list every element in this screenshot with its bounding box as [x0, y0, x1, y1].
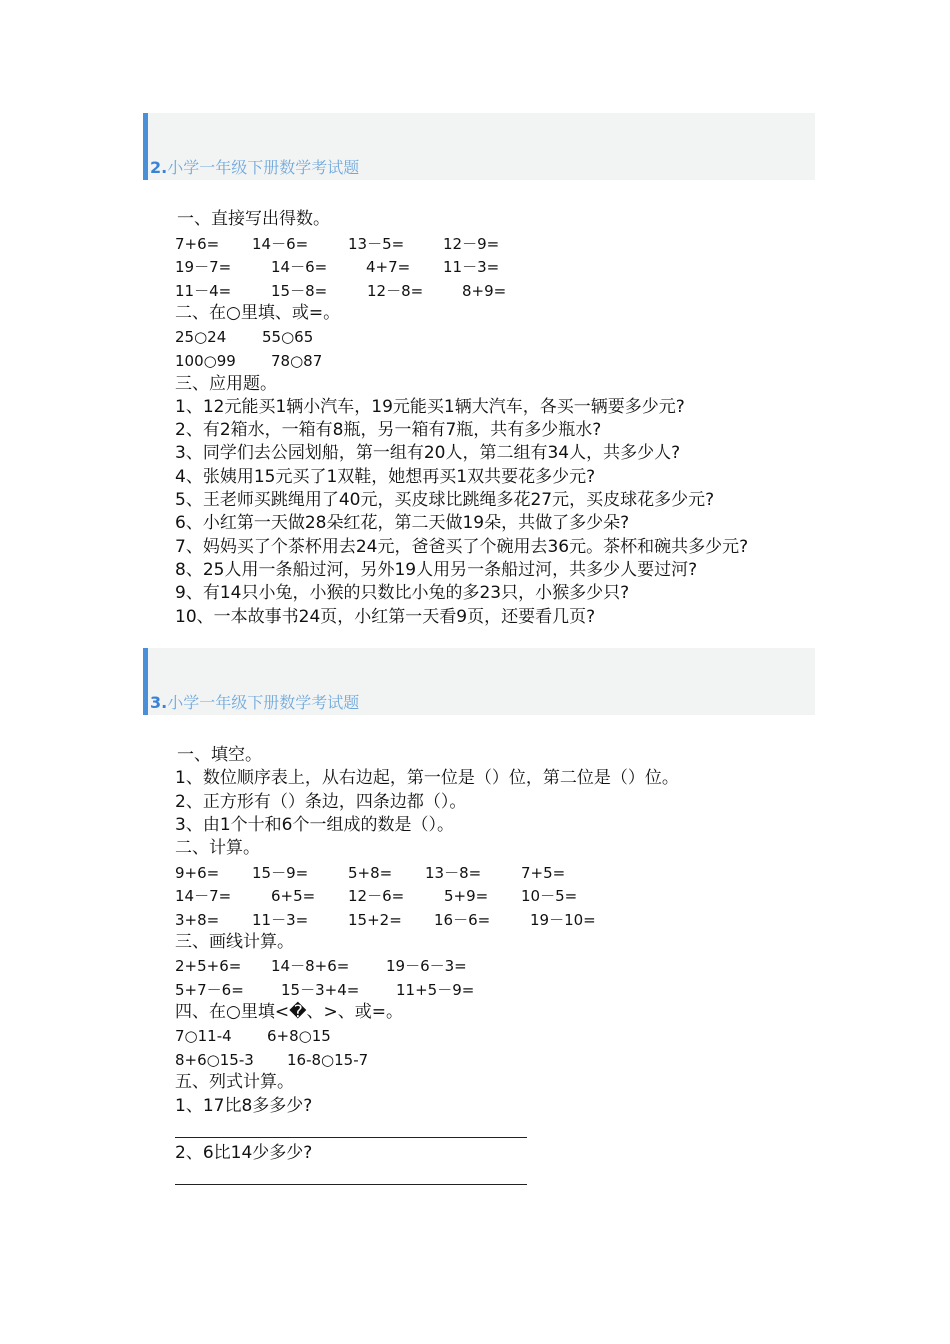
- s2-problem: 5、王老师买跳绳用了40元，买皮球比跳绳多花27元，买皮球花多少元?: [175, 490, 715, 510]
- s2-problem: 1、12元能买1辆小汽车，19元能买1辆大汽车，各买一辆要多少元?: [175, 397, 685, 417]
- answer-line: [175, 1137, 527, 1138]
- s3-word-item: 1、17比8多多少?: [175, 1096, 313, 1116]
- s3-part4-heading: 四、在○里填<�、>、或=。: [175, 1002, 403, 1022]
- s2-part2-heading: 二、在○里填、或=。: [175, 303, 341, 323]
- s2-problem: 6、小红第一天做28朵红花，第二天做19朵，共做了多少朵?: [175, 513, 630, 533]
- s3-fill-item: 1、数位顺序表上，从右边起，第一位是（）位，第二位是（）位。: [175, 768, 679, 788]
- s2-part3-heading: 三、应用题。: [175, 374, 277, 394]
- s2-problem: 4、张姨用15元买了1双鞋，她想再买1双共要花多少元?: [175, 467, 596, 487]
- s2-problem: 10、一本故事书24页，小红第一天看9页，还要看几页?: [175, 607, 596, 627]
- s3-part5-heading: 五、列式计算。: [175, 1072, 294, 1092]
- s2-problem: 3、同学们去公园划船，第一组有20人，第二组有34人，共多少人?: [175, 443, 681, 463]
- s3-word-item: 2、6比14少多少?: [175, 1143, 313, 1163]
- s2-problem: 9、有14只小兔，小猴的只数比小兔的多23只，小猴多少只?: [175, 583, 630, 603]
- s3-part2-heading: 二、计算。: [175, 838, 260, 858]
- s3-fill-item: 3、由1个十和6个一组成的数是（）。: [175, 815, 454, 835]
- s3-fill-item: 2、正方形有（）条边，四条边都（）。: [175, 792, 467, 812]
- section-3-header: [143, 648, 815, 715]
- s2-part1-heading: 一、直接写出得数。: [177, 209, 330, 229]
- answer-line: [175, 1184, 527, 1185]
- section-2-header: [143, 113, 815, 180]
- section-2-title: 2.小学一年级下册数学考试题: [150, 158, 360, 177]
- s2-problem: 8、25人用一条船过河，另外19人用另一条船过河，共多少人要过河?: [175, 560, 698, 580]
- s3-part3-heading: 三、画线计算。: [175, 932, 294, 952]
- s3-part1-heading: 一、填空。: [177, 745, 262, 765]
- s2-problem: 2、有2箱水，一箱有8瓶，另一箱有7瓶，共有多少瓶水?: [175, 420, 602, 440]
- s2-problem: 7、妈妈买了个茶杯用去24元，爸爸买了个碗用去36元。茶杯和碗共多少元?: [175, 537, 749, 557]
- section-3-title: 3.小学一年级下册数学考试题: [150, 693, 360, 712]
